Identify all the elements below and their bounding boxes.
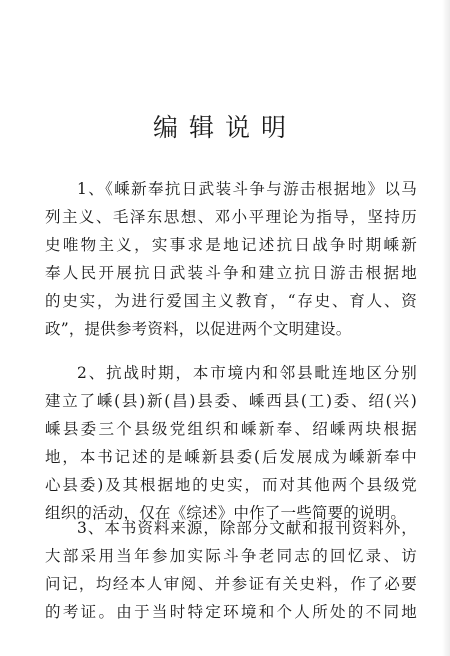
text-line: 大部采用当年参加实际斗争老同志的回忆录、访 <box>45 547 417 565</box>
text-line: 问记，均经本人审阅、并参证有关史料，作了必要 <box>45 575 417 593</box>
text-line: 的史实，为进行爱国主义教育，“存史、育人、资 <box>45 292 417 310</box>
text-line: 嵊县委三个县级党组织和嵊新奉、绍嵊两块根据 <box>45 420 417 438</box>
text-line: 的考证。由于当时特定环境和个人所处的不同地 <box>45 603 417 621</box>
text-line: 政”，提供参考资料，以促进两个文明建设。 <box>45 320 352 338</box>
text-line: 奉人民开展抗日武装斗争和建立抗日游击根据地 <box>45 264 417 282</box>
text-line: 3、本书资料来源，除部分文献和报刊资料外， <box>77 519 417 537</box>
text-line: 史唯物主义，实事求是地记述抗日战争时期嵊新 <box>45 236 417 254</box>
page-title: 编辑说明 <box>152 113 297 142</box>
text-line: 地，本书记述的是嵊新县委(后发展成为嵊新奉中 <box>45 448 417 466</box>
text-line: 列主义、毛泽东思想、邓小平理论为指导，坚持历 <box>45 208 417 226</box>
paragraph-2 <box>45 359 417 527</box>
paragraph-3 <box>45 514 417 626</box>
text-line: 心县委)及其根据地的史实，而对其他两个县级党 <box>45 476 417 494</box>
text-line: 建立了嵊(县)新(昌)县委、嵊西县(工)委、绍(兴) <box>45 392 417 410</box>
page-edge-shadow <box>442 0 450 656</box>
text-line: 2、抗战时期，本市境内和邻县毗连地区分别 <box>77 364 417 382</box>
text-line: 1、《嵊新奉抗日武装斗争与游击根据地》以马 <box>77 180 417 198</box>
paragraph-1 <box>45 175 417 343</box>
text-line: 组织的活动，仅在《综述》中作了一些简要的说明。 <box>45 504 407 522</box>
